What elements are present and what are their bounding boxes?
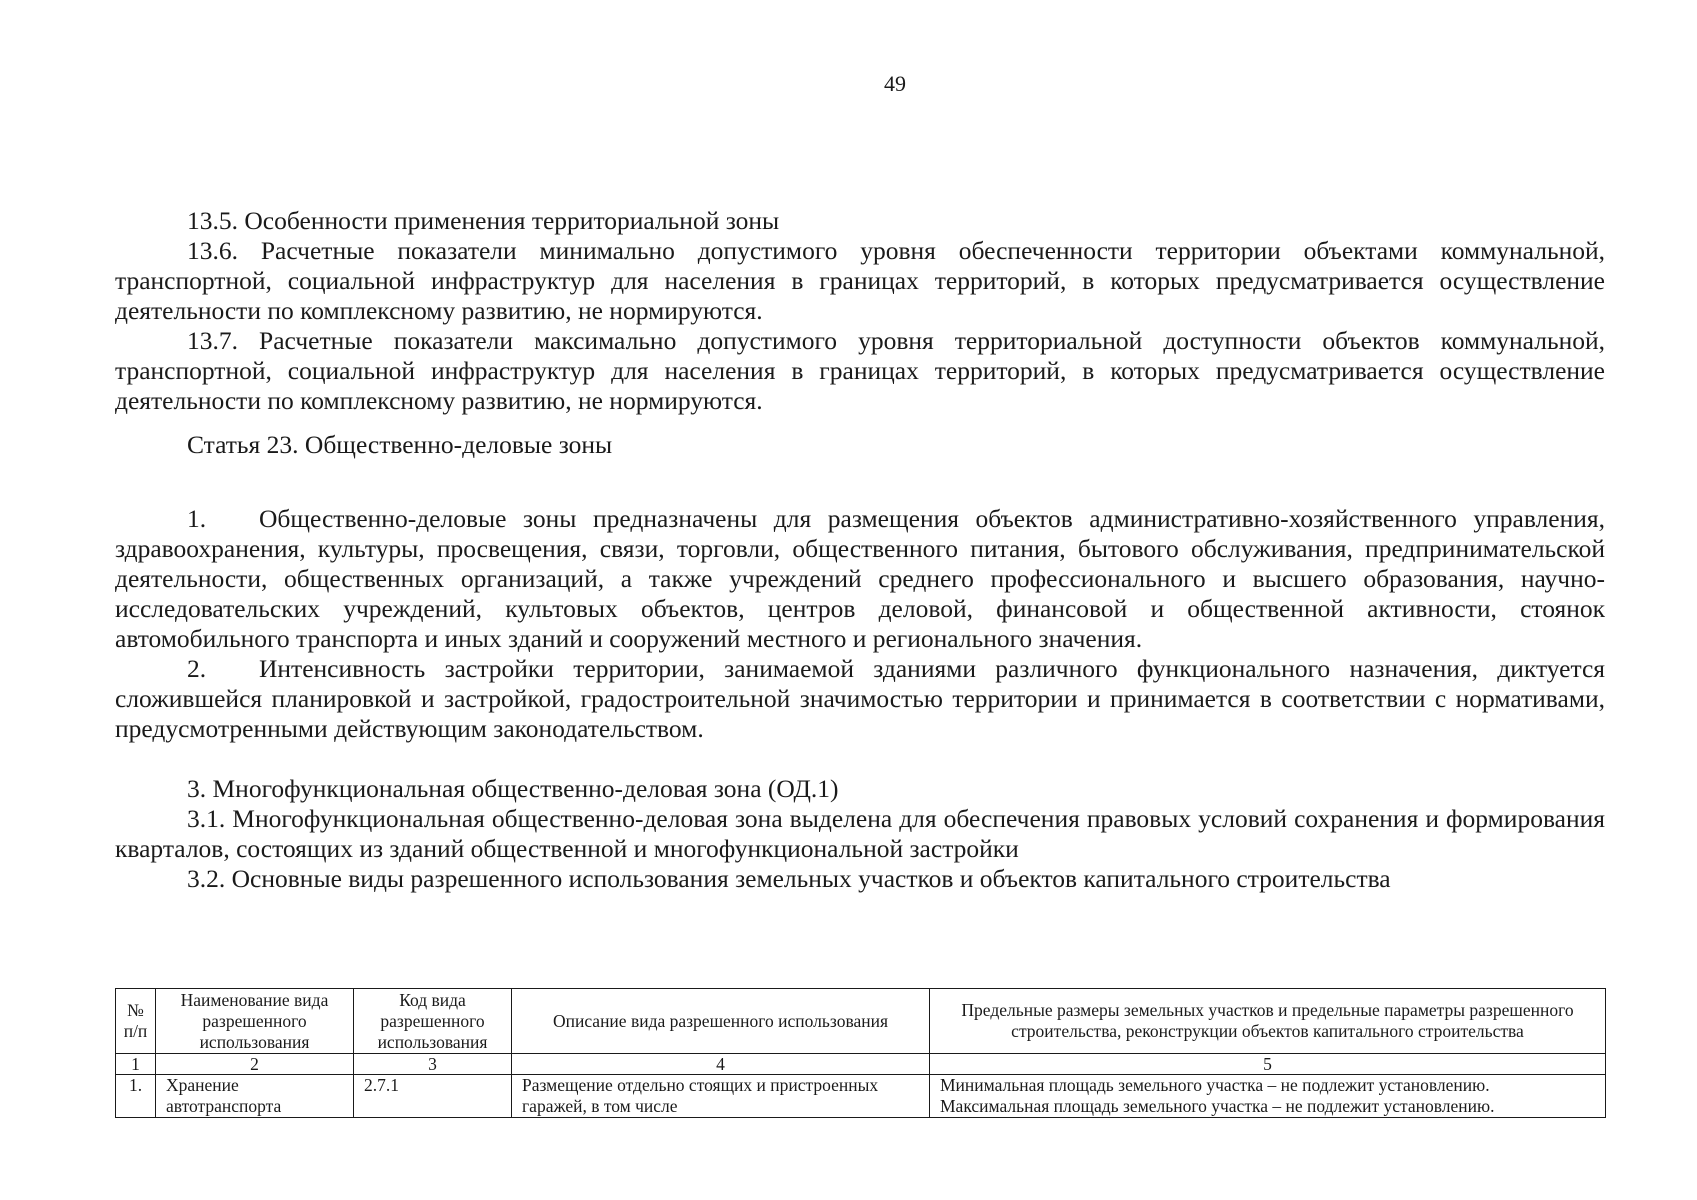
section-3-1: 3.1. Многофункциональная общественно-деловая зона выделена для обеспечения правовых условий сохранения и формирования кварталов, состоящих из зданий общественной и многофункциональной застройки bbox=[115, 804, 1605, 863]
column-number: 2 bbox=[156, 1054, 354, 1075]
table-header-row bbox=[116, 989, 1606, 1054]
section-3-2: 3.2. Основные виды разрешенного использования земельных участков и объектов капитального строительства bbox=[187, 864, 1391, 893]
header-use-code: Код вида разрешенного использования bbox=[354, 989, 512, 1054]
row-use-code: 2.7.1 bbox=[354, 1075, 512, 1118]
item-2 bbox=[115, 654, 1605, 744]
header-limits: Предельные размеры земельных участков и предельные параметры разрешенного строительства, реконструкции объектов капитального строительства bbox=[930, 989, 1606, 1054]
section-13-5: 13.5. Особенности применения территориальной зоны bbox=[187, 206, 780, 235]
table-column-numbers-row bbox=[116, 1054, 1606, 1075]
header-no: № п/п bbox=[116, 989, 156, 1054]
row-limits-line: Максимальная площадь земельного участка – не подлежит установлению. bbox=[940, 1096, 1495, 1116]
section-13-7: 13.7. Расчетные показатели максимально допустимого уровня территориальной доступности объектов коммунальной, транспортной, социальной инфраструктур для населения в границах территорий, в которых предусматривается осуществление деятельности по комплексному развитию, не нормируются. bbox=[115, 326, 1605, 415]
article-title: Статья 23. Общественно-деловые зоны bbox=[187, 430, 613, 459]
item-1 bbox=[115, 504, 1605, 654]
row-number: 1. bbox=[116, 1075, 156, 1118]
header-use-name: Наименование вида разрешенного использования bbox=[156, 989, 354, 1054]
column-number: 1 bbox=[116, 1054, 156, 1075]
row-use-description: Размещение отдельно стоящих и пристроенных гаражей, в том числе bbox=[512, 1075, 930, 1118]
page-number: 49 bbox=[884, 71, 906, 96]
item-2-text: Интенсивность застройки территории, занимаемой зданиями различного функционального назначения, диктуется сложившейся планировкой и застройкой, градостроительной значимостью территории и принимается в соответствии с нормативами, предусмотренными действующим законодательством. bbox=[115, 654, 1605, 743]
section-13-6: 13.6. Расчетные показатели минимально допустимого уровня обеспеченности территории объектами коммунальной, транспортной, социальной инфраструктур для населения в границах территорий, в которых предусматривается осуществление деятельности по комплексному развитию, не нормируются. bbox=[115, 236, 1605, 325]
section-3: 3. Многофункциональная общественно-деловая зона (ОД.1) bbox=[187, 774, 839, 803]
row-use-name: Хранение автотранспорта bbox=[156, 1075, 354, 1118]
row-limits-line: Минимальная площадь земельного участка – не подлежит установлению. bbox=[940, 1075, 1490, 1095]
permitted-use-table bbox=[115, 988, 1606, 1118]
column-number: 4 bbox=[512, 1054, 930, 1075]
row-limits bbox=[930, 1075, 1606, 1118]
column-number: 3 bbox=[354, 1054, 512, 1075]
column-number: 5 bbox=[930, 1054, 1606, 1075]
document-body bbox=[115, 206, 1605, 894]
item-2-number: 2. bbox=[187, 654, 207, 683]
table-row bbox=[116, 1075, 1606, 1118]
header-use-description: Описание вида разрешенного использования bbox=[512, 989, 930, 1054]
item-1-number: 1. bbox=[187, 504, 207, 533]
item-1-text: Общественно-деловые зоны предназначены для размещения объектов административно-хозяйственного управления, здравоохранения, культуры, просвещения, связи, торговли, общественного питания, бытового обслуживания, предпринимательской деятельности, общественных организаций, а также учреждений среднего профессионального и высшего образования, научно-исследовательских учреждений, культовых объектов, центров деловой, финансовой и общественной активности, стоянок автомобильного транспорта и иных зданий и сооружений местного и регионального значения. bbox=[115, 504, 1605, 653]
